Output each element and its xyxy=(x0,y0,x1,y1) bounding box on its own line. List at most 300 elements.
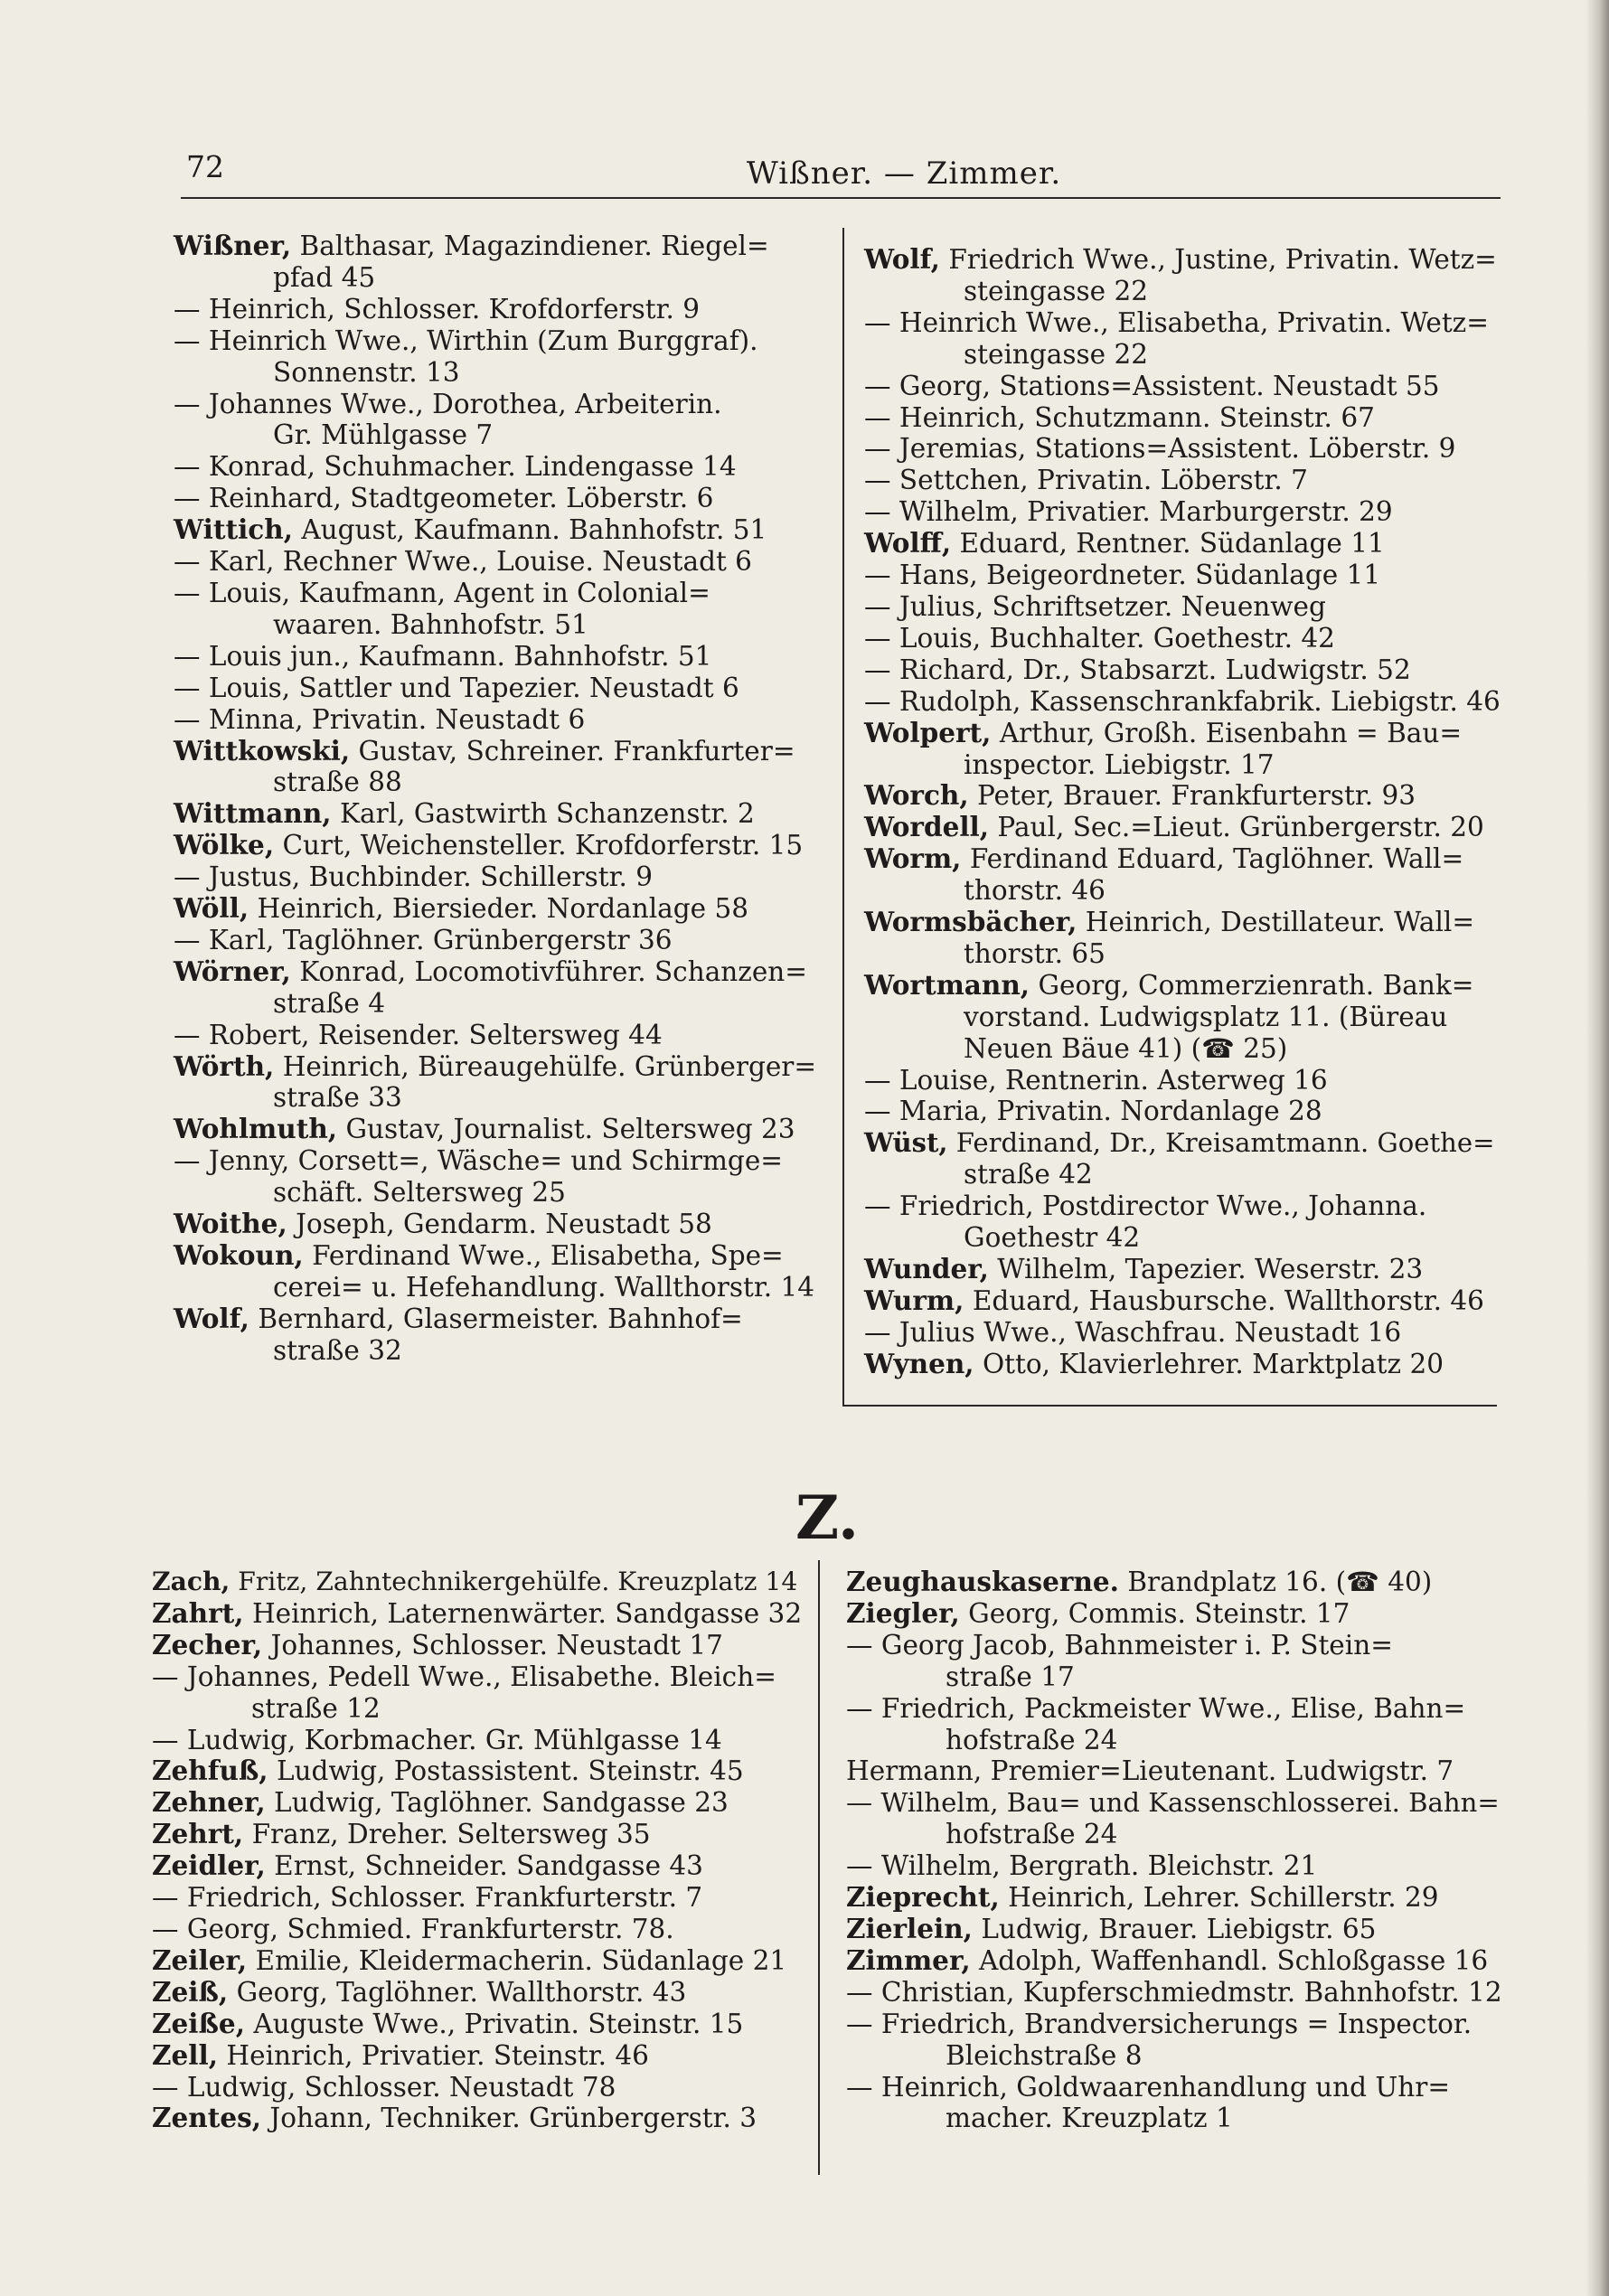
directory-entry xyxy=(174,389,824,452)
directory-entry xyxy=(174,1114,824,1145)
entry-first-line xyxy=(846,1850,1506,1882)
entry-first-line xyxy=(152,1945,804,1977)
entry-text: Georg, Taglöhner. Wallthorstr. 43 xyxy=(236,1976,687,2008)
entry-surname: Wölke, xyxy=(174,829,275,861)
entry-first-line xyxy=(864,1285,1501,1317)
entry-surname: Woithe, xyxy=(174,1208,287,1240)
directory-entry xyxy=(174,325,824,389)
column-end-rule xyxy=(842,1405,1497,1407)
entry-text: Johann, Techniker. Grünbergerstr. 3 xyxy=(269,2103,757,2134)
entry-text: Adolph, Waffenhandl. Schloßgasse 16 xyxy=(979,1944,1489,1976)
entry-continuation-line xyxy=(174,1335,824,1367)
entry-surname: Zecher, xyxy=(152,1628,263,1661)
column-upper-left xyxy=(174,231,824,1367)
directory-entry xyxy=(864,907,1501,970)
entry-first-line xyxy=(152,2009,804,2040)
entry-surname: Wynen, xyxy=(864,1347,974,1379)
entry-first-line xyxy=(846,1787,1506,1819)
entry-first-line xyxy=(152,1567,804,1598)
entry-first-line xyxy=(152,1598,804,1630)
entry-first-line xyxy=(152,2072,804,2103)
entry-text: Paul, Sec.=Lieut. Grünbergerstr. 20 xyxy=(997,812,1484,843)
entry-text: vorstand. Ludwigsplatz 11. (Büreau xyxy=(964,1001,1448,1032)
entry-first-line xyxy=(846,1693,1506,1725)
entry-surname: Zehrt, xyxy=(152,1818,244,1850)
directory-entry xyxy=(864,528,1501,560)
entry-first-line xyxy=(174,1209,824,1240)
entry-continuation-line xyxy=(174,357,824,389)
entry-text: Ferdinand Wwe., Elisabetha, Spe= xyxy=(312,1240,784,1271)
entry-text: cerei= u. Hefehandlung. Wallthorstr. 14 xyxy=(273,1271,815,1303)
directory-entry xyxy=(174,451,824,483)
entry-text: — Jeremias, Stations=Assistent. Löberstr. 9 xyxy=(864,433,1456,465)
directory-entry xyxy=(174,736,824,799)
header-rule xyxy=(181,197,1501,199)
entry-text: — Louis, Buchhalter. Goethestr. 42 xyxy=(864,622,1335,654)
entry-text: — Richard, Dr., Stabsarzt. Ludwigstr. 52 xyxy=(864,654,1411,685)
entry-text: straße 42 xyxy=(964,1159,1093,1190)
entry-text: — Johannes Wwe., Dorothea, Arbeiterin. xyxy=(174,388,722,419)
entry-first-line xyxy=(846,1755,1506,1787)
entry-text: — Wilhelm, Privatier. Marburgerstr. 29 xyxy=(864,496,1393,528)
directory-entry xyxy=(174,641,824,673)
entry-text: — Friedrich, Packmeister Wwe., Elise, Bahn= xyxy=(846,1692,1466,1724)
entry-text: Sonnenstr. 13 xyxy=(273,356,460,388)
entry-first-line xyxy=(152,2040,804,2072)
directory-entry xyxy=(846,1567,1506,1598)
entry-first-line xyxy=(174,1051,824,1083)
entry-surname: Zeughauskaserne. xyxy=(846,1566,1119,1597)
entry-first-line xyxy=(864,528,1501,560)
directory-entry xyxy=(152,1977,804,2009)
directory-entry xyxy=(864,1317,1501,1349)
entry-surname: Zehfuß, xyxy=(152,1755,268,1787)
entry-continuation-line xyxy=(152,1693,804,1725)
entry-text: — Louis, Sattler und Tapezier. Neustadt 6 xyxy=(174,672,739,703)
entry-text: — Heinrich Wwe., Elisabetha, Privatin. Wetz= xyxy=(864,306,1489,338)
entry-first-line xyxy=(174,641,824,673)
entry-surname: Zell, xyxy=(152,2038,218,2071)
entry-text: — Minna, Privatin. Neustadt 6 xyxy=(174,703,586,735)
entry-text: pfad 45 xyxy=(273,261,376,293)
entry-first-line xyxy=(174,736,824,767)
directory-entry xyxy=(864,780,1501,812)
entry-first-line xyxy=(864,718,1501,749)
directory-entry xyxy=(864,433,1501,465)
entry-text: Georg, Commerzienrath. Bank= xyxy=(1038,969,1474,1001)
entry-surname: Zeiß, xyxy=(152,1975,229,2008)
entry-first-line xyxy=(846,2072,1506,2103)
entry-continuation-line xyxy=(846,1725,1506,1756)
entry-first-line xyxy=(846,1914,1506,1945)
entry-text: Gustav, Journalist. Seltersweg 23 xyxy=(345,1114,795,1145)
directory-entry xyxy=(174,546,824,578)
entry-text: thorstr. 65 xyxy=(964,937,1106,969)
entry-first-line xyxy=(174,1145,824,1177)
directory-entry xyxy=(152,1630,804,1661)
entry-first-line xyxy=(174,893,824,925)
directory-entry xyxy=(174,798,824,830)
directory-entry xyxy=(152,2009,804,2040)
entry-surname: Zeiler, xyxy=(152,1943,248,1976)
entry-surname: Worm, xyxy=(864,842,962,875)
directory-entry xyxy=(864,654,1501,686)
entry-text: — Settchen, Privatin. Löberstr. 7 xyxy=(864,465,1308,496)
entry-text: Ludwig, Postassistent. Steinstr. 45 xyxy=(276,1755,744,1787)
directory-entry xyxy=(846,2072,1506,2135)
entry-text: straße 4 xyxy=(273,987,385,1019)
entry-text: hofstraße 24 xyxy=(946,1724,1118,1755)
entry-continuation-line xyxy=(864,938,1501,970)
directory-entry xyxy=(846,1693,1506,1756)
directory-entry xyxy=(864,1096,1501,1127)
entry-surname: Wurm, xyxy=(864,1284,964,1316)
entry-surname: Zierlein, xyxy=(846,1912,973,1944)
entry-text: straße 33 xyxy=(273,1082,402,1114)
directory-entry xyxy=(846,1755,1506,1787)
directory-entry xyxy=(864,1285,1501,1317)
entry-text: Arthur, Großh. Eisenbahn = Bau= xyxy=(999,717,1463,748)
directory-entry xyxy=(864,1349,1501,1380)
entry-text: Karl, Gastwirth Schanzenstr. 2 xyxy=(339,798,755,830)
entry-first-line xyxy=(846,2009,1506,2040)
entry-text: Curt, Weichensteller. Krofdorferstr. 15 xyxy=(282,830,804,861)
entry-first-line xyxy=(174,956,824,988)
directory-entry xyxy=(864,560,1501,591)
entry-continuation-line xyxy=(174,1082,824,1114)
directory-entry xyxy=(152,2103,804,2134)
page-edge-shadow xyxy=(1585,0,1609,2296)
directory-entry xyxy=(864,970,1501,1065)
entry-surname: Wolf, xyxy=(174,1302,249,1334)
entry-continuation-line xyxy=(864,875,1501,907)
entry-surname: Wittkowski, xyxy=(174,734,351,767)
directory-entry xyxy=(864,307,1501,371)
entry-first-line xyxy=(864,591,1501,623)
entry-first-line xyxy=(174,925,824,956)
directory-entry xyxy=(864,402,1501,434)
directory-entry xyxy=(846,1977,1506,2009)
entry-surname: Zahrt, xyxy=(152,1596,244,1629)
entry-text: Ludwig, Brauer. Liebigstr. 65 xyxy=(981,1913,1377,1944)
entry-surname: Wunder, xyxy=(864,1253,989,1284)
entry-text: Eduard, Rentner. Südanlage 11 xyxy=(959,528,1385,560)
entry-text: Ernst, Schneider. Sandgasse 43 xyxy=(274,1850,703,1882)
entry-text: — Justus, Buchbinder. Schillerstr. 9 xyxy=(174,861,654,893)
entry-first-line xyxy=(864,1096,1501,1127)
directory-entry xyxy=(864,1065,1501,1096)
entry-continuation-line xyxy=(864,1002,1501,1033)
entry-surname: Ziegler, xyxy=(846,1596,960,1629)
entry-text: Fritz, Zahntechnikergehülfe. Kreuzplatz 14 xyxy=(238,1567,798,1596)
directory-entry xyxy=(174,861,824,893)
directory-entry xyxy=(846,1882,1506,1914)
entry-first-line xyxy=(174,798,824,830)
entry-text: — Georg, Schmied. Frankfurterstr. 78. xyxy=(152,1913,674,1944)
entry-text: — Jenny, Corsett=, Wäsche= und Schirmge= xyxy=(174,1145,783,1177)
entry-text: — Friedrich, Postdirector Wwe., Johanna. xyxy=(864,1190,1427,1222)
directory-entry xyxy=(864,244,1501,307)
entry-first-line xyxy=(864,843,1501,875)
directory-entry xyxy=(846,1914,1506,1945)
entry-first-line xyxy=(174,1020,824,1051)
directory-entry xyxy=(846,1787,1506,1850)
entry-continuation-line xyxy=(864,1222,1501,1254)
directory-entry xyxy=(174,1020,824,1051)
entry-first-line xyxy=(174,1303,824,1335)
directory-entry xyxy=(864,623,1501,654)
entry-first-line xyxy=(174,389,824,420)
entry-continuation-line xyxy=(864,1159,1501,1190)
entry-text: Ferdinand Eduard, Taglöhner. Wall= xyxy=(969,843,1464,875)
directory-entry xyxy=(174,514,824,546)
entry-first-line xyxy=(174,546,824,578)
entry-text: inspector. Liebigstr. 17 xyxy=(964,748,1275,780)
entry-text: — Friedrich, Schlosser. Frankfurterstr. 7 xyxy=(152,1882,703,1914)
directory-entry xyxy=(174,830,824,861)
entry-text: Ludwig, Taglöhner. Sandgasse 23 xyxy=(274,1787,729,1819)
entry-text: Otto, Klavierlehrer. Marktplatz 20 xyxy=(982,1348,1444,1379)
directory-entry xyxy=(152,2072,804,2103)
entry-text: — Louis, Kaufmann, Agent in Colonial= xyxy=(174,577,710,608)
entry-text: — Louise, Rentnerin. Asterweg 16 xyxy=(864,1064,1328,1096)
entry-text: Peter, Brauer. Frankfurterstr. 93 xyxy=(977,780,1416,812)
entry-text: — Hans, Beigeordneter. Südanlage 11 xyxy=(864,560,1381,591)
entry-first-line xyxy=(174,673,824,704)
entry-text: Gr. Mühlgasse 7 xyxy=(273,419,494,451)
entry-text: — Ludwig, Schlosser. Neustadt 78 xyxy=(152,2071,616,2103)
directory-entry xyxy=(174,1303,824,1367)
directory-entry xyxy=(152,1819,804,1850)
directory-entry xyxy=(152,1661,804,1725)
entry-first-line xyxy=(174,704,824,736)
directory-entry xyxy=(174,1209,824,1240)
entry-text: Konrad, Locomotivführer. Schanzen= xyxy=(299,955,808,987)
entry-surname: Zieprecht, xyxy=(846,1881,1000,1914)
entry-text: Johannes, Schlosser. Neustadt 17 xyxy=(270,1629,723,1661)
directory-entry xyxy=(864,496,1501,528)
column-lower-left xyxy=(152,1567,804,2134)
directory-entry xyxy=(174,1145,824,1209)
entry-first-line xyxy=(864,623,1501,654)
entry-text: — Friedrich, Brandversicherungs = Inspector. xyxy=(846,2008,1473,2039)
entry-first-line xyxy=(864,560,1501,591)
entry-text: — Konrad, Schuhmacher. Lindengasse 14 xyxy=(174,451,737,483)
entry-text: hofstraße 24 xyxy=(946,1819,1118,1850)
directory-entry xyxy=(152,1598,804,1630)
entry-first-line xyxy=(864,496,1501,528)
entry-text: Auguste Wwe., Privatin. Steinstr. 15 xyxy=(253,2008,744,2039)
entry-first-line xyxy=(174,451,824,483)
entry-text: — Rudolph, Kassenschrankfabrik. Liebigstr. 46 xyxy=(864,685,1501,717)
entry-first-line xyxy=(174,861,824,893)
entry-first-line xyxy=(152,1977,804,2009)
entry-continuation-line xyxy=(174,1272,824,1303)
entry-first-line xyxy=(864,654,1501,686)
directory-entry xyxy=(152,1882,804,1914)
entry-text: — Heinrich, Schutzmann. Steinstr. 67 xyxy=(864,401,1375,433)
entry-text: — Christian, Kupferschmiedmstr. Bahnhofstr. 12 xyxy=(846,1976,1502,2008)
entry-text: schäft. Seltersweg 25 xyxy=(273,1177,566,1209)
entry-first-line xyxy=(174,578,824,609)
entry-continuation-line xyxy=(846,2040,1506,2072)
entry-first-line xyxy=(864,1349,1501,1380)
entry-first-line xyxy=(864,780,1501,812)
entry-text: Friedrich Wwe., Justine, Privatin. Wetz= xyxy=(948,244,1497,275)
directory-entry xyxy=(174,956,824,1020)
entry-surname: Wöll, xyxy=(174,892,249,925)
entry-first-line xyxy=(152,2103,804,2134)
entry-surname: Wohlmuth, xyxy=(174,1113,338,1145)
entry-first-line xyxy=(864,371,1501,402)
entry-continuation-line xyxy=(864,749,1501,781)
entry-first-line xyxy=(174,1240,824,1272)
entry-surname: Zehner, xyxy=(152,1786,266,1819)
entry-continuation-line xyxy=(846,2103,1506,2134)
entry-first-line xyxy=(174,1114,824,1145)
entry-surname: Worch, xyxy=(864,779,969,812)
entry-surname: Wormsbächer, xyxy=(864,906,1077,938)
entry-first-line xyxy=(864,970,1501,1002)
entry-text: — Louis jun., Kaufmann. Bahnhofstr. 51 xyxy=(174,640,712,672)
directory-entry xyxy=(152,1850,804,1882)
directory-entry xyxy=(864,371,1501,402)
entry-first-line xyxy=(864,1127,1501,1159)
entry-text: — Reinhard, Stadtgeometer. Löberstr. 6 xyxy=(174,483,714,514)
entry-text: — Georg, Stations=Assistent. Neustadt 55 xyxy=(864,370,1440,401)
entry-first-line xyxy=(864,307,1501,339)
directory-entry xyxy=(864,465,1501,496)
entry-text: Emilie, Kleidermacherin. Südanlage 21 xyxy=(255,1944,787,1976)
entry-surname: Wittich, xyxy=(174,513,293,546)
entry-text: — Wilhelm, Bau= und Kassenschlosserei. Bahn= xyxy=(846,1787,1500,1819)
entry-first-line xyxy=(864,402,1501,434)
directory-entry xyxy=(174,1051,824,1115)
entry-first-line xyxy=(864,812,1501,843)
entry-first-line xyxy=(174,294,824,325)
directory-entry xyxy=(864,1254,1501,1285)
entry-first-line xyxy=(152,1882,804,1914)
entry-continuation-line xyxy=(174,609,824,641)
entry-surname: Wolpert, xyxy=(864,716,992,748)
entry-first-line xyxy=(846,1882,1506,1914)
entry-text: Bernhard, Glasermeister. Bahnhof= xyxy=(258,1303,743,1334)
entry-continuation-line xyxy=(174,262,824,294)
directory-entry xyxy=(174,1240,824,1303)
directory-entry xyxy=(864,812,1501,843)
entry-continuation-line xyxy=(174,1177,824,1209)
entry-surname: Wüst, xyxy=(864,1127,948,1159)
entry-surname: Wittmann, xyxy=(174,797,332,830)
entry-surname: Wokoun, xyxy=(174,1239,304,1271)
entry-first-line xyxy=(846,1630,1506,1661)
entry-text: — Georg Jacob, Bahnmeister i. P. Stein= xyxy=(846,1629,1393,1661)
entry-surname: Wortmann, xyxy=(864,968,1030,1001)
entry-text: — Wilhelm, Bergrath. Bleichstr. 21 xyxy=(846,1850,1318,1882)
directory-entry xyxy=(846,1630,1506,1693)
entry-text: Eduard, Hausbursche. Wallthorstr. 46 xyxy=(972,1284,1484,1316)
directory-entry xyxy=(174,673,824,704)
entry-continuation-line xyxy=(174,988,824,1020)
entry-text: steingasse 22 xyxy=(964,275,1149,306)
entry-first-line xyxy=(152,1725,804,1756)
column-upper-right xyxy=(864,244,1501,1380)
entry-text: Hermann, Premier=Lieutenant. Ludwigstr. 7 xyxy=(846,1755,1454,1787)
entry-surname: Zeidler, xyxy=(152,1849,266,1882)
entry-first-line xyxy=(864,686,1501,718)
entry-first-line xyxy=(864,433,1501,465)
entry-text: — Heinrich, Schlosser. Krofdorferstr. 9 xyxy=(174,293,701,325)
directory-entry xyxy=(174,231,824,294)
entry-first-line xyxy=(174,325,824,357)
directory-entry xyxy=(846,1945,1506,1977)
entry-text: Bleichstraße 8 xyxy=(946,2039,1143,2071)
entry-text: thorstr. 46 xyxy=(964,875,1106,907)
entry-text: Neuen Bäue 41) (☎ 25) xyxy=(964,1032,1288,1064)
directory-entry xyxy=(864,1127,1501,1190)
directory-entry xyxy=(864,591,1501,623)
entry-surname: Zimmer, xyxy=(846,1943,971,1976)
entry-text: Brandplatz 16. (☎ 40) xyxy=(1127,1567,1433,1597)
column-divider-upper xyxy=(842,228,844,1405)
entry-text: straße 32 xyxy=(273,1334,402,1366)
directory-entry xyxy=(152,2040,804,2072)
entry-first-line xyxy=(174,514,824,546)
entry-continuation-line xyxy=(846,1819,1506,1850)
entry-first-line xyxy=(846,1977,1506,2009)
entry-surname: Wordell, xyxy=(864,811,990,843)
entry-text: — Johannes, Pedell Wwe., Elisabethe. Bleich= xyxy=(152,1661,776,1692)
entry-first-line xyxy=(152,1661,804,1693)
entry-surname: Wolff, xyxy=(864,527,952,560)
entry-first-line xyxy=(846,1567,1506,1598)
entry-text: Heinrich, Lehrer. Schillerstr. 29 xyxy=(1008,1882,1439,1914)
directory-entry xyxy=(152,1787,804,1819)
directory-entry xyxy=(846,2009,1506,2072)
entry-first-line xyxy=(174,483,824,514)
entry-surname: Wörner, xyxy=(174,955,291,987)
directory-entry xyxy=(864,843,1501,907)
entry-surname: Zeiße, xyxy=(152,2007,245,2039)
directory-entry xyxy=(174,578,824,641)
entry-text: — Julius, Schriftsetzer. Neuenweg xyxy=(864,590,1326,622)
entry-first-line xyxy=(152,1819,804,1850)
entry-text: Wilhelm, Tapezier. Weserstr. 23 xyxy=(997,1254,1424,1284)
entry-surname: Wörth, xyxy=(174,1049,275,1082)
entry-first-line xyxy=(152,1630,804,1661)
entry-text: Heinrich, Privatier. Steinstr. 46 xyxy=(226,2039,649,2071)
directory-entry xyxy=(174,893,824,925)
entry-text: Heinrich, Destillateur. Wall= xyxy=(1085,907,1475,938)
entry-text: — Heinrich, Goldwaarenhandlung und Uhr= xyxy=(846,2071,1451,2103)
entry-text: Joseph, Gendarm. Neustadt 58 xyxy=(296,1209,712,1240)
directory-entry xyxy=(152,1914,804,1945)
directory-entry xyxy=(846,1598,1506,1630)
entry-text: — Heinrich Wwe., Wirthin (Zum Burggraf). xyxy=(174,325,758,356)
entry-continuation-line xyxy=(864,339,1501,371)
running-head: Wißner. — Zimmer. xyxy=(746,155,1062,192)
column-divider-lower xyxy=(818,1560,820,2175)
entry-first-line xyxy=(864,907,1501,938)
directory-entry xyxy=(846,1850,1506,1882)
entry-first-line xyxy=(864,244,1501,276)
entry-continuation-line xyxy=(174,419,824,451)
entry-text: waaren. Bahnhofstr. 51 xyxy=(273,608,588,640)
entry-first-line xyxy=(864,465,1501,496)
entry-text: Georg, Commis. Steinstr. 17 xyxy=(968,1597,1350,1629)
entry-text: macher. Kreuzplatz 1 xyxy=(946,2103,1233,2134)
entry-first-line xyxy=(846,1598,1506,1630)
